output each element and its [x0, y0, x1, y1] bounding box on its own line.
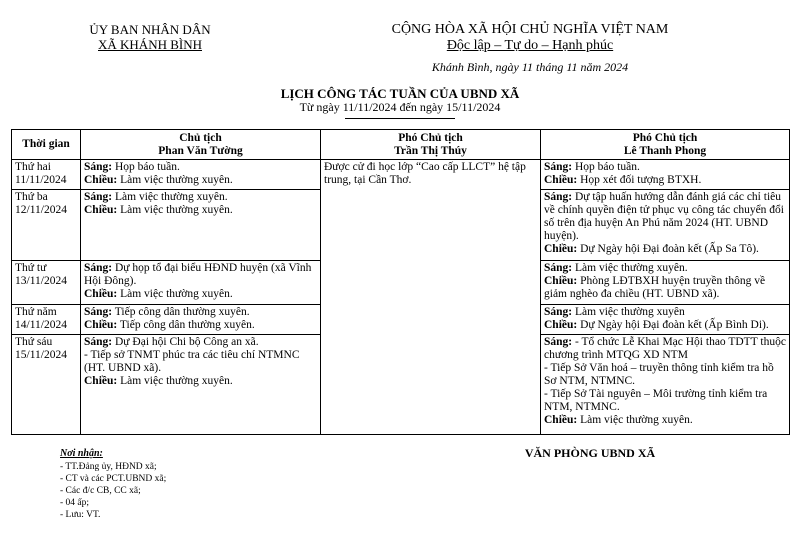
day-date: 13/11/2024 — [15, 275, 67, 287]
national-motto-block — [320, 22, 740, 54]
document-subtitle: Từ ngày 11/11/2024 đến ngày 15/11/2024 — [299, 100, 501, 114]
recipients-title: Nơi nhận: — [60, 448, 103, 459]
day-name: Thứ hai — [15, 161, 51, 173]
list-item: - Các đ/c CB, CC xã; — [60, 486, 141, 496]
vice1-all-week-cell — [321, 160, 541, 435]
day-name: Thứ năm — [15, 306, 57, 318]
vice2-cell: Sáng: Làm việc thường xuyên Chiều: Dự Ngày hội Đại đoàn kết (Ấp Bình Di). — [541, 305, 790, 335]
national-motto: Độc lập – Tự do – Hạnh phúc — [446, 38, 614, 53]
vice2-cell: Sáng: Làm việc thường xuyên. Chiều: Phòng LĐTBXH huyện truyền thông về giảm nghèo đa chiều (HT. UBND xã). — [541, 261, 790, 305]
header-chairman-name: Phan Văn Tường — [158, 144, 243, 157]
vice1-training-note: Được cử đi học lớp “Cao cấp LLCT” hệ tập trung, tại Cần Thơ. — [324, 161, 526, 186]
list-item: - 04 ấp; — [60, 498, 90, 508]
day-name: Thứ tư — [15, 262, 47, 274]
issuer-block — [40, 22, 260, 52]
header-vice1-name: Trần Thị Thúy — [394, 144, 467, 157]
day-date: 14/11/2024 — [15, 319, 67, 331]
vice2-cell: Sáng: Dự tập huấn hướng dẫn đánh giá các chỉ tiêu về chính quyền điện tử phục vụ công tác chuyển đổi số trên địa huyện An Phú năm 2024 (HT. UBND huyện). Chiều: Dự Ngày hội Đại đoàn kết (Ấp Sa Tô). — [541, 190, 790, 261]
chairman-cell: Sáng: Làm việc thường xuyên. Chiều: Làm việc thường xuyên. — [81, 190, 321, 261]
header-vice-chairman-2 — [541, 130, 790, 160]
signature-office: VĂN PHÒNG UBND XÃ — [524, 446, 656, 460]
national-title: CỘNG HÒA XÃ HỘI CHỦ NGHĨA VIỆT NAM — [391, 22, 669, 37]
day-date: 15/11/2024 — [15, 349, 67, 361]
schedule-table — [11, 129, 790, 435]
day-cell — [12, 190, 81, 261]
day-cell — [12, 335, 81, 435]
day-cell — [12, 261, 81, 305]
header-vice-chairman-1 — [321, 130, 541, 160]
chairman-cell: Sáng: Họp báo tuần. Chiều: Làm việc thường xuyên. — [81, 160, 321, 190]
header-chairman — [81, 130, 321, 160]
recipients-list — [60, 461, 166, 521]
day-cell — [12, 160, 81, 190]
document-title: LỊCH CÔNG TÁC TUẦN CỦA UBND XÃ — [280, 86, 520, 101]
subtitle-divider — [345, 118, 455, 119]
vice2-cell: Sáng: Họp báo tuần. Chiều: Họp xét đối tượng BTXH. — [541, 160, 790, 190]
issuer-line1: ỦY BAN NHÂN DÂN — [89, 22, 211, 37]
day-name: Thứ ba — [15, 191, 48, 203]
list-item: - Lưu: VT. — [60, 510, 101, 520]
header-time: Thời gian — [12, 130, 81, 160]
issuer-line2: XÃ KHÁNH BÌNH — [98, 37, 202, 52]
chairman-cell: Sáng: Tiếp công dân thường xuyên. Chiều: Tiếp công dân thường xuyên. — [81, 305, 321, 335]
list-item: - TT.Đảng ủy, HĐND xã; — [60, 462, 157, 472]
day-name: Thứ sáu — [15, 336, 53, 348]
header-vice2-name: Lê Thanh Phong — [623, 144, 707, 157]
header-vice1-role: Phó Chủ tịch — [398, 131, 463, 144]
header-vice2-role: Phó Chủ tịch — [632, 131, 698, 144]
table-row — [12, 160, 790, 190]
day-date: 11/11/2024 — [15, 174, 67, 186]
chairman-cell: Sáng: Dự Đại hội Chi bộ Công an xã. - Tiếp sở TNMT phúc tra các tiêu chí NTMNC (HT. UBND xã). Chiều: Làm việc thường xuyên. — [81, 335, 321, 435]
chairman-cell: Sáng: Dự họp tổ đại biểu HĐND huyện (xã Vĩnh Hội Đông). Chiều: Làm việc thường xuyên. — [81, 261, 321, 305]
list-item: - CT và các PCT.UBND xã; — [60, 474, 167, 484]
day-date: 12/11/2024 — [15, 204, 67, 216]
day-cell — [12, 305, 81, 335]
vice2-cell: Sáng: - Tổ chức Lễ Khai Mạc Hội thao TDTT thuộc chương trình MTQG XD NTM - Tiếp Sở Văn hoá – truyền thông tỉnh kiểm tra hồ Sơ NTM, NTMNC. - Tiếp Sở Tài nguyên – Môi trường tỉnh kiểm tra NTM, NTMNC. Chiều: Làm việc thường xuyên. — [541, 335, 790, 435]
place-date: Khánh Bình, ngày 11 tháng 11 năm 2024 — [431, 60, 629, 74]
table-header-row — [12, 130, 790, 160]
header-chairman-role: Chủ tịch — [179, 131, 222, 144]
